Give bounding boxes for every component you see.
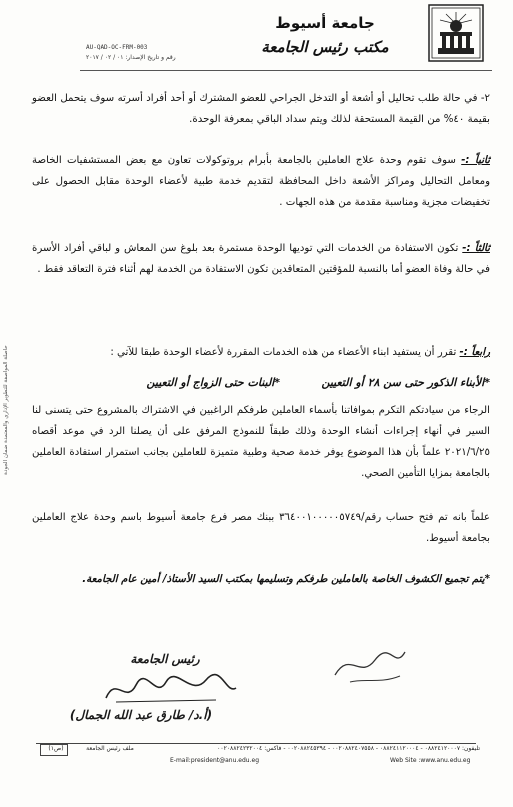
male-children-criterion: *الأبناء الذكور حتى سن ٢٨ أو التعيين bbox=[321, 376, 490, 389]
footer-website: Web Site :www.anu.edu.eg bbox=[390, 757, 471, 764]
side-note bbox=[2, 300, 26, 520]
signatory-name: (أ.د/ طارق عبد الله الجمال) bbox=[69, 708, 213, 722]
fourth-text: تقرر أن يستفيد ابناء الأعضاء من هذه الخدمات المقررة لأعضاء الوحدة طبقا للآتي : bbox=[110, 347, 457, 358]
handwritten-annotation bbox=[330, 640, 410, 690]
footer-office: ملف رئيس الجامعة bbox=[86, 745, 134, 752]
female-children-criterion: *البنات حتى الزواج أو التعيين bbox=[146, 376, 280, 389]
signatory-title: رئيس الجامعة bbox=[130, 652, 200, 666]
third-text: تكون الاستفادة من الخدمات التي توديها الوحدة مستمرة بعد بلوغ سن المعاش و لباقي أفراد الأسرة في حالة وفاة العضو أما بالنسبة للمؤقتين المتعاقدين تكون الاستفادة من الخدمة لهم أثناء فترة التعاقد فقط . bbox=[32, 243, 490, 275]
footer-phones: تليفون: ٠٨٨٢٤١٢٠٠٠٧ - ٠٨٨٢٤١١٢٠٠٠٤ - ٠٠٢٠٨٨٢٤٠٧٥٥٨ - ٠٠٢٠٨٨٢٤٥٣٩٤ - فاكس: ٠٠٢٠٨٨٢٤٢٣٢٠٠٤ bbox=[217, 745, 480, 752]
item-2-text: ٢- في حالة طلب تحاليل أو أشعة أو التدخل الجراحي للعضو المشترك أو أحد أفراد أسرته سوف يتحمل العضو بقيمة ٤٠% من القيمة المستحقة لذلك ويتم سداد الباقي بمعرفة الوحدة. bbox=[32, 93, 490, 125]
third-label: ثالثاً :- bbox=[462, 243, 490, 254]
signature-image bbox=[96, 670, 246, 710]
university-logo bbox=[428, 4, 484, 62]
side-note-text: حاصلة المواصفة للتطوير الإداري والمعتمدة ضمان الجودة bbox=[3, 345, 9, 475]
issue-number-date: رقم و تاريخ الإصدار: ٠١ / ٠٢ / ٢٠١٧ bbox=[86, 54, 176, 61]
fourth-paragraph bbox=[32, 342, 490, 363]
closing-note: *يتم تجميع الكشوف الخاصة بالعاملين طرفكم وتسليمها بمكتب السيد الأستاذ/ أمين عام الجامعة. bbox=[82, 574, 490, 585]
account-paragraph: علماً بانه تم فتح حساب رقم/٣٦٤٠٠١٠٠٠٠٠٥٧٤٩ ببنك مصر فرع جامعة أسيوط باسم وحدة علاج العاملين بجامعة أسيوط. bbox=[32, 512, 491, 544]
university-name: جامعة أسيوط bbox=[275, 14, 375, 32]
office-name: مكتب رئيس الجامعة bbox=[261, 38, 389, 56]
footer-email: E-mail:president@anu.edu.eg bbox=[170, 757, 260, 764]
header-divider bbox=[80, 70, 492, 71]
second-label: ثانياً :- bbox=[461, 155, 490, 166]
document-code: AU-QAD-OC-FRM-003 bbox=[86, 44, 148, 51]
second-paragraph bbox=[32, 150, 490, 213]
footer-divider bbox=[36, 743, 476, 744]
request-paragraph: الرجاء من سيادتكم التكرم بموافاتنا بأسماء العاملين طرفكم الراغبين في الاشتراك بالمشروع حتى يتسنى لنا السير في أنهاء إجراءات أنشاء الوحدة وذلك طبقاً للنموذج المرفق على أن يصلنا الرد في موعد أقصاه ٢٠٢١/٦/٢٥ علماً بأن هذا الموضوع يوفر خدمة صحية وطبية متميزة للعاملين بجانب استمرار استفادة العاملين بالجامعة بمزايا التأمين الصحي. bbox=[32, 405, 490, 479]
third-paragraph bbox=[32, 238, 490, 280]
item-2-paragraph bbox=[32, 88, 490, 130]
second-text: سوف تقوم وحدة علاج العاملين بالجامعة بأبرام بروتوكولات تعاون مع بعض المستشفيات الخاصة ومعامل التحاليل ومراكز الأشعة داخل المحافظة لتقديم خدمة طبية لأعضاء الوحدة مقابل الحصول على تخفيضات مجزية ومناسبة مقدمة من هذه الجهات . bbox=[32, 155, 490, 208]
fourth-label: رابعاً :- bbox=[459, 347, 490, 358]
page-number: (ص١) bbox=[48, 745, 64, 752]
